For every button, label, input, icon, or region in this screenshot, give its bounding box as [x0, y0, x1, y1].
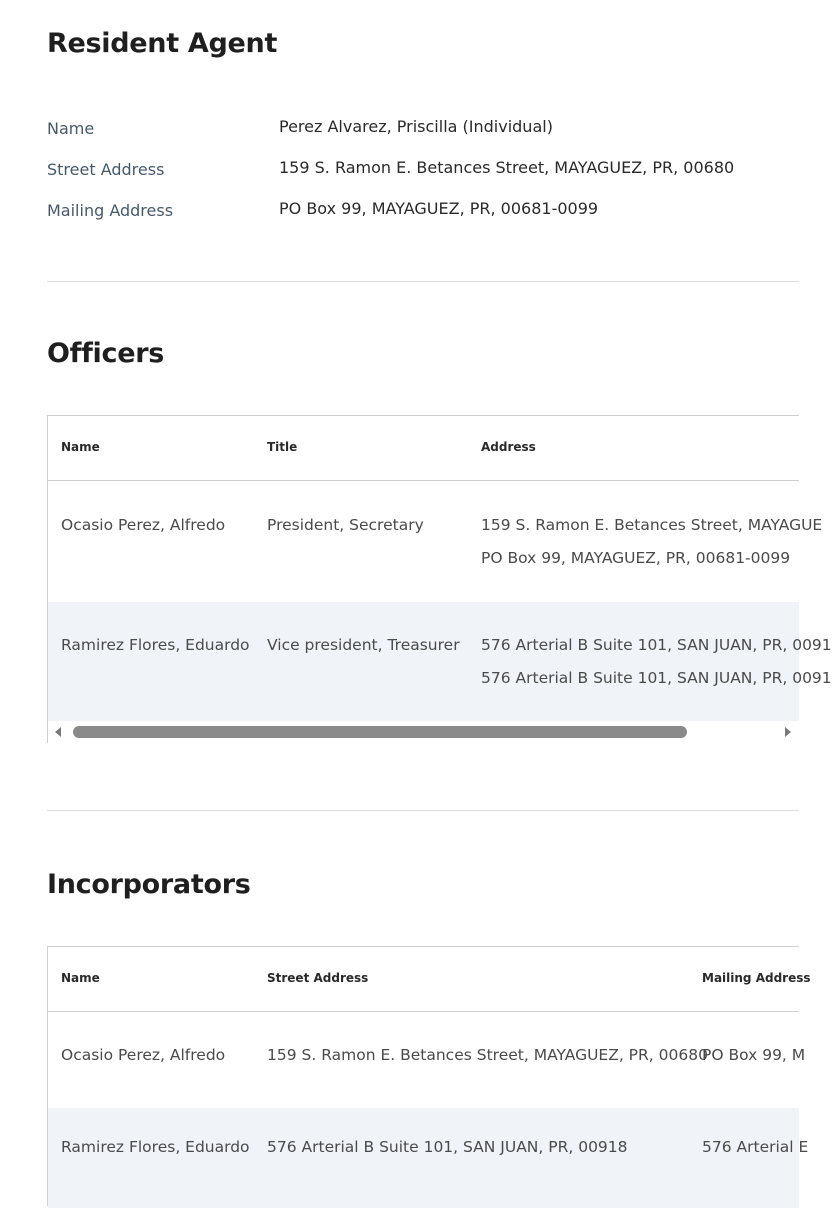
- incorporator-street-address: 159 S. Ramon E. Betances Street, MAYAGUEZ, PR, 00680: [267, 1046, 708, 1064]
- officer-address-line2: 576 Arterial B Suite 101, SAN JUAN, PR, 0091: [481, 669, 832, 687]
- scrollbar-thumb[interactable]: [73, 726, 687, 738]
- incorporator-name: Ramirez Flores, Eduardo: [61, 1138, 250, 1156]
- agent-street-address-value: 159 S. Ramon E. Betances Street, MAYAGUEZ, PR, 00680: [279, 158, 735, 177]
- column-header-name: Name: [61, 971, 100, 985]
- officer-title: Vice president, Treasurer: [267, 636, 460, 654]
- table-row: [48, 1108, 809, 1208]
- officers-table-header: [48, 416, 799, 481]
- table-row: [48, 1013, 806, 1108]
- table-row: [48, 482, 823, 602]
- incorporator-mailing-address: 576 Arterial E: [702, 1138, 809, 1156]
- column-header-title: Title: [267, 440, 298, 454]
- incorporators-table[interactable]: [47, 946, 811, 1206]
- incorporators-heading: Incorporators: [47, 869, 251, 900]
- agent-mailing-address-value: PO Box 99, MAYAGUEZ, PR, 00681-0099: [279, 199, 599, 218]
- resident-agent-heading: Resident Agent: [47, 28, 278, 59]
- incorporator-street-address: 576 Arterial B Suite 101, SAN JUAN, PR, 00918: [267, 1138, 628, 1156]
- column-header-street-address: Street Address: [267, 971, 369, 985]
- officer-address-line2: PO Box 99, MAYAGUEZ, PR, 00681-0099: [481, 549, 791, 567]
- table-row: [48, 602, 832, 722]
- officers-heading: Officers: [47, 338, 165, 369]
- officer-title: President, Secretary: [267, 516, 424, 534]
- agent-mailing-address-label: Mailing Address: [47, 201, 174, 220]
- column-header-mailing-address: Mailing Address: [702, 971, 811, 985]
- agent-street-address-label: Street Address: [47, 160, 165, 179]
- scroll-left-arrow-icon[interactable]: [55, 727, 61, 737]
- section-divider: [47, 281, 799, 282]
- officer-address-line1: 576 Arterial B Suite 101, SAN JUAN, PR, 0091: [481, 636, 832, 654]
- horizontal-scrollbar[interactable]: [48, 721, 799, 743]
- agent-name-label: Name: [47, 119, 95, 138]
- officers-table[interactable]: [47, 415, 832, 743]
- agent-name-value: Perez Alvarez, Priscilla (Individual): [279, 117, 553, 136]
- officer-address-line1: 159 S. Ramon E. Betances Street, MAYAGUE: [481, 516, 823, 534]
- incorporator-mailing-address: PO Box 99, M: [702, 1046, 806, 1064]
- column-header-address: Address: [481, 440, 536, 454]
- officer-name: Ramirez Flores, Eduardo: [61, 636, 250, 654]
- incorporator-name: Ocasio Perez, Alfredo: [61, 1046, 226, 1064]
- section-divider: [47, 810, 799, 811]
- incorporators-table-header: [48, 947, 811, 1012]
- officer-name: Ocasio Perez, Alfredo: [61, 516, 226, 534]
- column-header-name: Name: [61, 440, 100, 454]
- scroll-right-arrow-icon[interactable]: [785, 727, 791, 737]
